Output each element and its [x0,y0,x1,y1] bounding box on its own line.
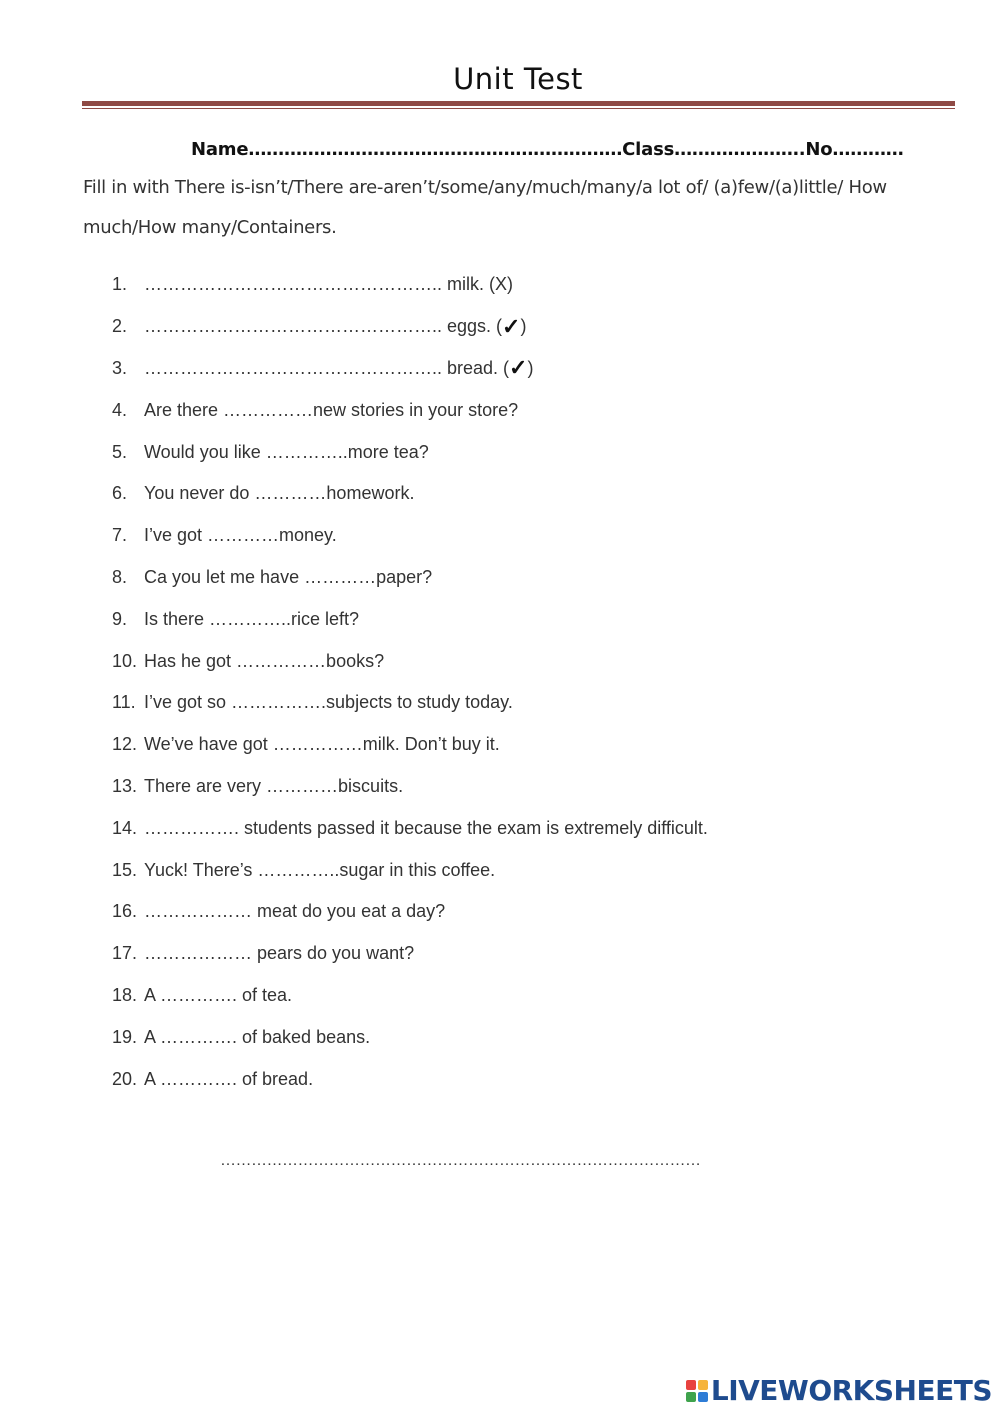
question-item: 11. I’ve got so …………….subjects to study today. [112,692,513,713]
question-text[interactable]: We’ve have got ……………milk. Don’t buy it. [144,734,500,755]
question-text[interactable]: ………………………………………….. eggs. ( [144,316,503,337]
question-text[interactable]: A …………. of bread. [144,1068,314,1089]
question-text[interactable]: Ca you let me have …………paper? [144,566,433,587]
question-text[interactable]: I’ve got …………money. [144,525,337,546]
title-divider-thin [82,108,955,109]
logo-square-red [686,1380,696,1390]
question-item: 9. Is there …………..rice left? [112,608,360,629]
question-text[interactable]: I’ve got so …………….subjects to study today. [144,692,513,713]
question-text[interactable]: Is there …………..rice left? [144,608,360,629]
question-item: 2. ………………………………………….. eggs. ( ✓ ) [112,313,527,339]
question-item: 15. Yuck! There’s …………..sugar in this coffee. [112,859,496,880]
question-item: 19. A …………. of baked beans. [112,1026,371,1047]
question-text[interactable]: A …………. of baked beans. [144,1026,371,1047]
check-mark-icon: ✓ [509,355,528,381]
instructions: Fill in with There is-isn’t/There are-aren’t/some/any/much/many/a lot of/ (a)few/(a)little/ How much/How many/Containers. [83,177,887,238]
page-title: Unit Test [453,62,583,96]
liveworksheets-logo[interactable] [686,1374,992,1407]
question-text[interactable]: There are very …………biscuits. [144,775,404,796]
question-text[interactable]: ……………… pears do you want? [144,943,415,964]
question-text[interactable]: ………………………………………….. milk. (X) [144,274,513,295]
logo-square-yellow [698,1380,708,1390]
title-divider [82,101,955,106]
footer-answer-line[interactable]: ………………………………………………………………………………… [220,1152,701,1169]
question-item: 10. Has he got ……………books? [112,650,385,671]
question-item: 16. ……………… meat do you eat a day? [112,901,446,922]
question-item: 18. A …………. of tea. [112,984,293,1005]
student-info-line: Name………………………………………………………Class………………….No………… [191,139,904,160]
question-text[interactable]: A …………. of tea. [144,984,293,1005]
question-text[interactable]: Are there ……………new stories in your store? [144,399,519,420]
question-text[interactable]: Yuck! There’s …………..sugar in this coffee. [144,859,496,880]
question-text[interactable]: ………………………………………….. bread. ( [144,357,510,378]
liveworksheets-logo-icon [686,1380,708,1402]
question-item: 3. ………………………………………….. bread. ( ✓ ) [112,355,534,381]
question-text[interactable]: You never do …………homework. [144,483,415,504]
question-item: 6. You never do …………homework. [112,483,415,504]
question-item: 14. ……………. students passed it because the exam is extremely difficult. [112,817,708,838]
question-text[interactable]: ……………… meat do you eat a day? [144,901,446,922]
question-item: 5. Would you like …………..more tea? [112,441,429,462]
question-item: 13. There are very …………biscuits. [112,775,404,796]
logo-square-blue [698,1392,708,1402]
question-item: 17. ……………… pears do you want? [112,943,415,964]
question-text[interactable]: ……………. students passed it because the exam is extremely difficult. [144,817,708,838]
question-item: 8. Ca you let me have …………paper? [112,566,433,587]
question-text[interactable]: Has he got ……………books? [144,650,385,671]
question-text[interactable]: Would you like …………..more tea? [144,441,429,462]
question-item: 7. I’ve got …………money. [112,525,337,546]
check-mark-icon: ✓ [502,313,521,339]
question-item: 12. We’ve have got ……………milk. Don’t buy it. [112,734,500,755]
question-item: 1. ………………………………………….. milk. (X) [112,274,513,295]
logo-square-green [686,1392,696,1402]
logo-text: LIVEWORKSHEETS [710,1374,992,1407]
question-item: 4. Are there ……………new stories in your store? [112,399,519,420]
question-list [112,264,708,1100]
question-item: 20. A …………. of bread. [112,1068,314,1089]
